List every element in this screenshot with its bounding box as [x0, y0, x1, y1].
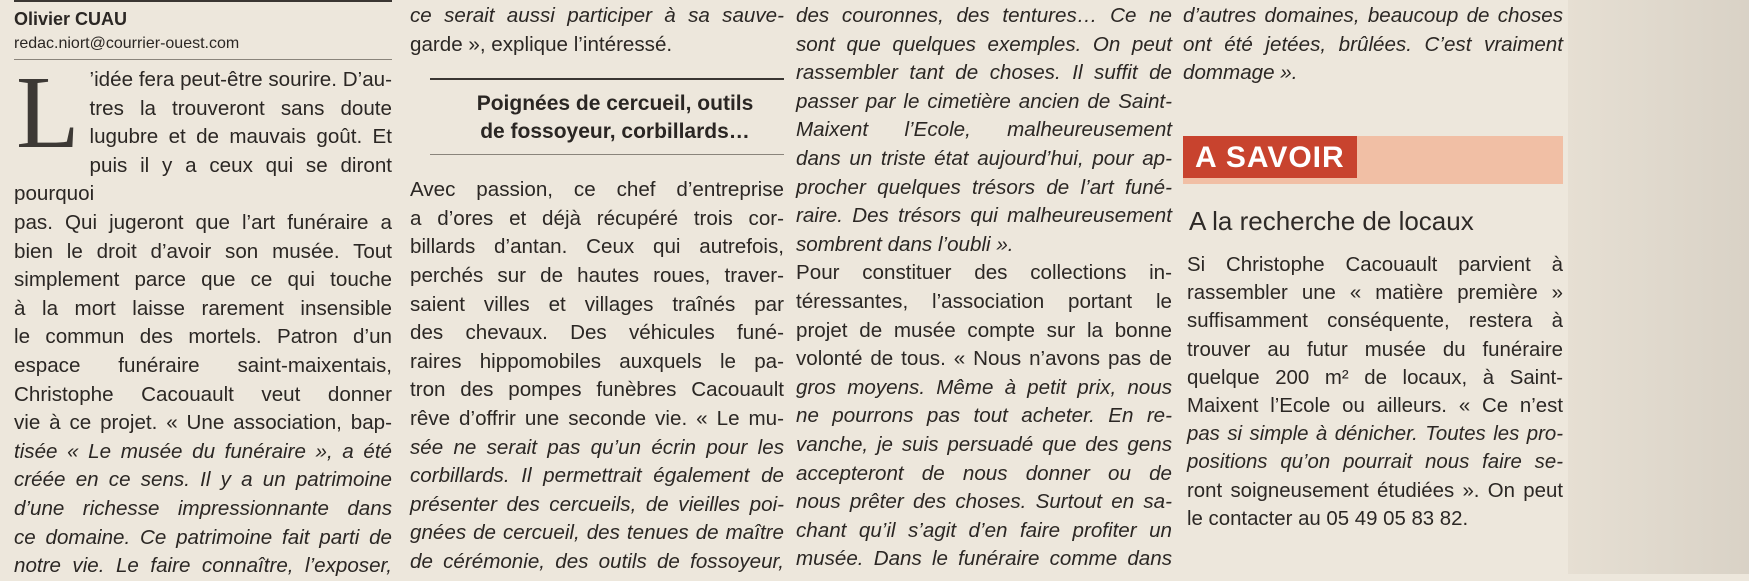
text-line: de cérémonie, des outils de fossoyeur, — [410, 549, 784, 573]
text-line: présenter des cercueils, de vieilles poi- — [410, 492, 784, 516]
subheading-box — [430, 78, 784, 155]
text-line: sombrent dans l’oubli ». — [796, 232, 1014, 256]
dropcap-letter: L — [16, 55, 80, 170]
text-line: projet de musée compte sur la bonne — [796, 318, 1172, 342]
text-line: tres la trouveront sans doute — [89, 96, 392, 120]
text-line: d’une richesse impressionnante dans — [14, 496, 392, 520]
text-line: le contacter au 05 49 05 83 82. — [1187, 507, 1469, 530]
text-line: Christophe Cacouault veut donner — [14, 382, 392, 406]
text-line: espace funéraire saint-maixentais, — [14, 353, 392, 377]
text-line: dans un triste état aujourd’hui, pour ap- — [796, 146, 1172, 170]
info-box — [1183, 0, 1563, 533]
text-line: rassembler tant de choses. Il suffit de — [796, 61, 1172, 85]
text-line: sont que quelques exemples. On peut — [796, 32, 1172, 56]
text-line: gnées de cercueil, des tenues de maître — [410, 521, 784, 545]
badge-bar — [1183, 136, 1563, 184]
subheading-line: Poignées de cercueil, outils — [476, 92, 754, 116]
text-line: Maixent l’Ecole, malheureusement — [796, 118, 1172, 142]
text-line: ce serait aussi participer à sa sauve- — [410, 4, 784, 27]
text-line: des couronnes, des tentures… Ce ne — [796, 4, 1172, 27]
column-3-body — [796, 2, 1172, 574]
text-line: des chevaux. Des véhicules funé- — [410, 321, 784, 345]
text-line: pas. Qui jugeront que l’art funéraire a — [14, 210, 392, 234]
text-line: volonté de tous. « Nous n’avons pas de — [796, 347, 1172, 371]
text-line: Maixent l’Ecole ou ailleurs. « Ce n’est — [1187, 395, 1563, 418]
text-line: ’idée fera peut-être sourire. D’au- — [89, 68, 392, 91]
text-line: à la mort laisse rarement insensible — [14, 296, 392, 320]
text-line: téressantes, l’association portant le — [796, 289, 1172, 313]
column-1 — [14, 0, 392, 581]
byline-author: Olivier CUAU — [14, 9, 128, 29]
text-line: accepteront de nous donner ou de — [796, 461, 1172, 485]
text-line: tisée « Le musée du funéraire », a été — [14, 439, 392, 463]
text-line: billards d’antan. Ceux qui autrefois, — [410, 235, 784, 259]
text-line: chant qu’il s’agit d’en faire profiter un — [796, 518, 1172, 542]
text-line: créée en ce sens. Il y a un patrimoine — [14, 468, 392, 492]
text-line: positions qu’on pourrait nous faire se- — [1187, 451, 1563, 474]
text-line: notre vie. Le faire connaître, l’exposer, — [14, 554, 392, 578]
text-line: lugubre et de mauvais goût. Et — [89, 125, 392, 149]
text-line: raire. Des trésors qui malheureusement — [796, 204, 1172, 228]
article-intro — [14, 55, 392, 581]
text-line: procher quelques trésors de l’art funé- — [796, 175, 1172, 199]
byline-email: redac.niort@courrier-ouest.com — [14, 32, 392, 60]
column-2 — [410, 0, 784, 577]
text-line: vie à ce projet. « Une association, bap- — [14, 411, 392, 435]
text-line: corbillards. Il permettrait également de — [410, 464, 784, 488]
column-2-top — [410, 2, 784, 59]
text-line: saient villes et villages traînés par — [410, 292, 784, 316]
text-line: trouver au futur musée du funéraire — [1187, 338, 1563, 361]
text-line: le commun des mortels. Patron d’un — [14, 325, 392, 349]
text-line: rêve d’offrir une seconde vie. « Le mu- — [410, 406, 784, 430]
text-line: nous prêter des choses. Surtout en sa- — [796, 490, 1172, 514]
text-line: simplement parce que ce qui touche — [14, 268, 392, 292]
text-line: tron des pompes funèbres Cacouault — [410, 378, 784, 402]
text-line: quelque 200 m² de locaux, à Saint- — [1187, 366, 1563, 389]
text-line: perchés sur de hautes roues, traver- — [410, 263, 784, 287]
text-line: Si Christophe Cacouault parvient à — [1187, 254, 1563, 276]
text-line: musée. Dans le funéraire comme dans — [796, 547, 1172, 571]
text-line: ne pourrons pas tout acheter. En re- — [796, 404, 1172, 428]
text-line: vanche, je suis persuadé que des gens — [796, 432, 1172, 456]
text-line: raires hippomobiles auxquels le pa- — [410, 349, 784, 373]
text-line: gros moyens. Même à petit prix, nous — [796, 375, 1172, 399]
column-4 — [1183, 0, 1563, 530]
text-line: ont été jetées, brûlées. C’est vraiment — [1183, 32, 1563, 56]
subheading-line: de fossoyeur, corbillards… — [480, 120, 750, 144]
page-edge-shadow — [1568, 0, 1749, 574]
text-line: d’autres domaines, beaucoup de choses — [1183, 4, 1563, 27]
text-line: passer par le cimetière ancien de Saint- — [796, 89, 1172, 113]
text-line: Avec passion, ce chef d’entreprise — [410, 178, 784, 202]
box-body — [1183, 251, 1563, 533]
box-title: A la recherche de locaux — [1189, 206, 1474, 236]
a-savoir-badge: A SAVOIR — [1183, 136, 1357, 178]
text-line: rassembler une « matière première » — [1187, 282, 1563, 305]
column-2-body — [410, 176, 784, 576]
text-line: sée ne serait pas qu’un écrin pour les — [410, 435, 784, 459]
text-line: puis il y a ceux qui se diront pourquoi — [14, 153, 392, 206]
text-line: garde », explique l’intéressé. — [410, 32, 673, 56]
text-line: pas si simple à dénicher. Toutes les pro- — [1187, 423, 1563, 446]
text-line: a d’ores et déjà récupéré trois cor- — [410, 206, 784, 230]
text-line: bien le droit d’avoir son musée. Tout — [14, 239, 392, 263]
text-line: suffisamment conséquente, restera à — [1187, 310, 1563, 333]
text-line: ce domaine. Ce patrimoine fait parti de — [14, 525, 392, 549]
text-line: ront soigneusement étudiées ». On peut — [1187, 479, 1563, 502]
column-3 — [796, 0, 1172, 574]
text-line: dommage ». — [1183, 61, 1298, 85]
text-line: Pour constituer des collections in- — [796, 261, 1172, 285]
